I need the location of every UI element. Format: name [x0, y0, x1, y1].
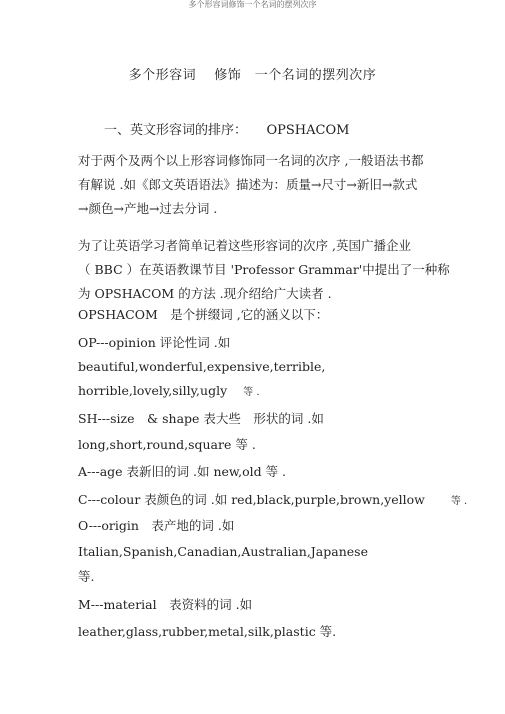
document-title: 多个形容词 修饰 一个名词的摆列次序 [128, 68, 377, 83]
para1-line1: 对于两个及两个以上形容词修饰同一名词的次序 ,一般语法书都 [78, 153, 424, 168]
running-header: 多个形容词修饰一个名词的摆列次序 [188, 0, 317, 9]
opinion-etc: 等 . [243, 387, 260, 398]
item-colour [78, 492, 467, 510]
para1-line2: 有解说 .如《郎文英语语法》描述为：质量→尺寸→新旧→款式 [78, 177, 418, 192]
item-material: M---material 表资料的词 .如 [78, 597, 253, 612]
item-size-shape-examples: long,short,round,square 等 . [78, 437, 256, 452]
item-origin-examples: Italian,Spanish,Canadian,Australian,Japanese [78, 544, 368, 559]
section-heading: 一、英文形容词的排序： OPSHACOM [104, 123, 350, 138]
item-opinion-examples-1: beautiful,wonderful,expensive,terrible, [78, 359, 326, 374]
item-opinion: OP---opinion 评论性词 .如 [78, 335, 231, 350]
para2-line1: 为了让英语学习者简单记着这些形容词的次序 ,英国广播企业 [78, 238, 411, 253]
item-origin-etc: 等. [78, 569, 95, 584]
colour-text: C---colour 表颜色的词 .如 red,black,purple,brown,yellow [78, 492, 425, 507]
para2-line3: 为 OPSHACOM 的方法 .现介绍给广大读者 . [78, 286, 332, 301]
para1-line3: →颜色→产地→过去分词 . [78, 201, 218, 216]
para2-line2: （ BBC ）在英语教课节目 'Professor Grammar'中提出了一种称 [78, 262, 450, 277]
item-origin: O---origin 表产地的词 .如 [78, 518, 235, 533]
item-age: A---age 表新旧的词 .如 new,old 等 . [78, 464, 287, 479]
colour-etc: 等 . [450, 496, 468, 507]
item-opinion-examples-2 [78, 383, 260, 401]
item-size-shape: SH---size & shape 表大些 形状的词 .如 [78, 411, 324, 426]
opinion-examples-text: horrible,lovely,silly,ugly [78, 383, 228, 398]
intro-line: OPSHACOM 是个拼缀词 ,它的涵义以下： [78, 307, 329, 322]
item-material-examples: leather,glass,rubber,metal,silk,plastic 等. [78, 624, 337, 639]
